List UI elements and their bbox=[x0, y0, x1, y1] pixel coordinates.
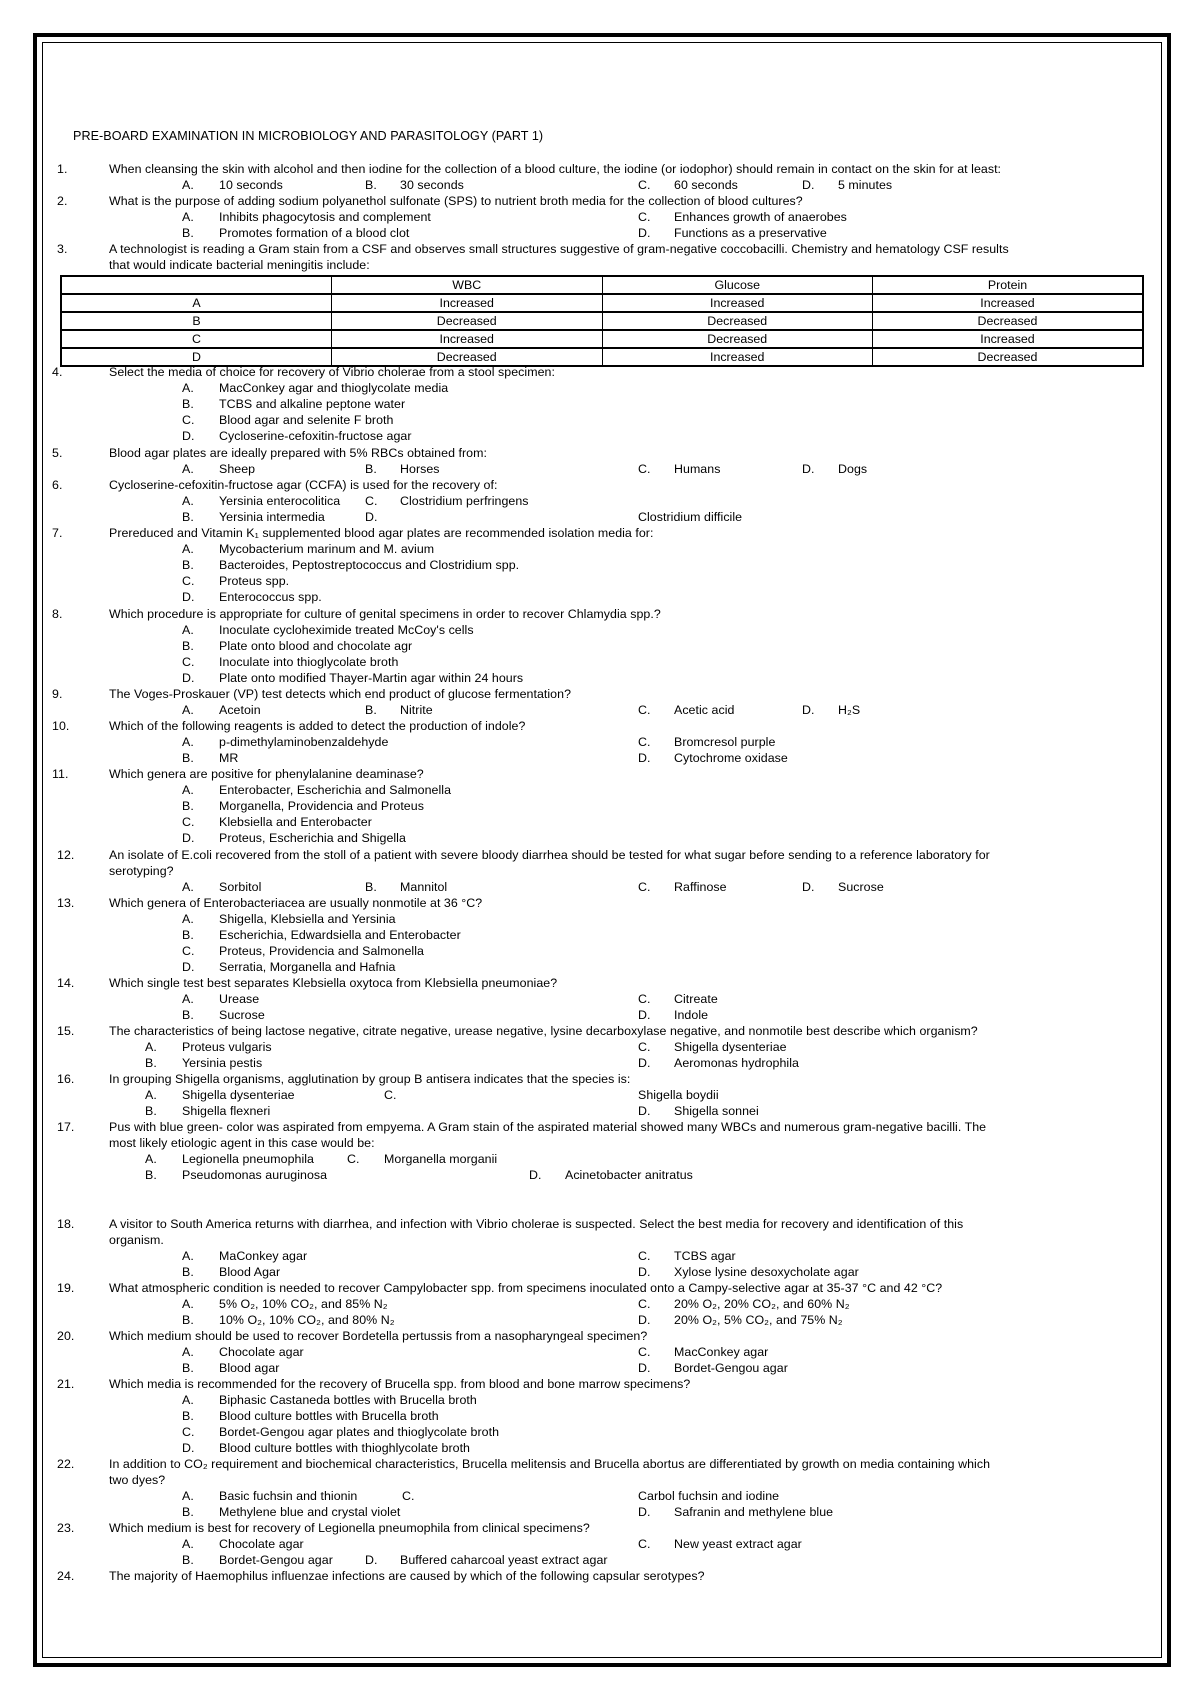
option-letter: C. bbox=[638, 210, 651, 224]
option-letter: B. bbox=[182, 558, 194, 572]
option-text: Blood culture bottles with Brucella broth bbox=[219, 1409, 439, 1423]
option-letter: D. bbox=[365, 510, 378, 524]
question-stem: Pus with blue green- color was aspirated from empyema. A Gram stain of the aspirated material showed many WBCs and numerous gram-negative bacilli. The bbox=[109, 1120, 987, 1134]
question-stem: When cleansing the skin with alcohol and then iodine for the collection of a blood culture, the iodine (or iodophor) should remain in contact on the skin for at least: bbox=[109, 162, 1002, 176]
option-letter: C. bbox=[182, 1425, 195, 1439]
option-text: Xylose lysine desoxycholate agar bbox=[674, 1265, 859, 1279]
option-letter: C. bbox=[182, 413, 195, 427]
question-number: 16. bbox=[57, 1072, 75, 1086]
option-letter: B. bbox=[182, 751, 194, 765]
option-letter: A. bbox=[182, 462, 194, 476]
question-number: 24. bbox=[57, 1569, 75, 1583]
option-text: 10 seconds bbox=[219, 178, 283, 192]
option-text: Enterobacter, Escherichia and Salmonella bbox=[219, 783, 452, 797]
table-cell: D bbox=[61, 348, 332, 366]
option-text: Bordet-Gengou agar plates and thioglycolate broth bbox=[219, 1425, 500, 1439]
table-row bbox=[61, 330, 1143, 348]
question-number: 6. bbox=[52, 478, 63, 492]
option-letter: C. bbox=[638, 1345, 651, 1359]
option-text: Bordet-Gengou agar bbox=[219, 1553, 333, 1567]
option-letter: C. bbox=[402, 1489, 415, 1503]
option-text: Yersinia enterocolitica bbox=[219, 494, 341, 508]
table-header-row bbox=[61, 276, 1143, 294]
option-letter: D. bbox=[182, 1441, 195, 1455]
question-stem-continued: that would indicate bacterial meningitis include: bbox=[109, 258, 370, 272]
question-stem: Which procedure is appropriate for culture of genital specimens in order to recover Chlamydia spp.? bbox=[109, 607, 661, 621]
option-text: Enterococcus spp. bbox=[219, 590, 322, 604]
option-letter: A. bbox=[145, 1040, 157, 1054]
table-cell: Increased bbox=[873, 330, 1144, 348]
option-letter: B. bbox=[182, 928, 194, 942]
option-text: Cycloserine-cefoxitin-fructose agar bbox=[219, 429, 412, 443]
option-text: Blood Agar bbox=[219, 1265, 281, 1279]
option-text: Biphasic Castaneda bottles with Brucella broth bbox=[219, 1393, 477, 1407]
question-stem: Which single test best separates Klebsiella oxytoca from Klebsiella pneumoniae? bbox=[109, 976, 558, 990]
option-text: Functions as a preservative bbox=[674, 226, 827, 240]
table-header-cell bbox=[61, 276, 332, 294]
option-text: Sucrose bbox=[219, 1008, 265, 1022]
question-number: 18. bbox=[57, 1217, 75, 1231]
option-letter: D. bbox=[802, 462, 815, 476]
option-letter: C. bbox=[638, 1537, 651, 1551]
question-stem: Which genera are positive for phenylalanine deaminase? bbox=[109, 767, 424, 781]
option-letter: A. bbox=[182, 735, 194, 749]
option-text: 5 minutes bbox=[838, 178, 893, 192]
option-text: Blood agar bbox=[219, 1361, 280, 1375]
option-text: H₂S bbox=[838, 703, 861, 717]
option-letter: B. bbox=[365, 880, 377, 894]
option-text: Enhances growth of anaerobes bbox=[674, 210, 847, 224]
option-letter: B. bbox=[182, 799, 194, 813]
question-number: 5. bbox=[52, 446, 63, 460]
option-letter: A. bbox=[182, 623, 194, 637]
question-number: 22. bbox=[57, 1457, 75, 1471]
option-letter: D. bbox=[638, 1313, 651, 1327]
option-text: Horses bbox=[400, 462, 440, 476]
option-letter: D. bbox=[182, 671, 195, 685]
question-number: 20. bbox=[57, 1329, 75, 1343]
option-text: Shigella dysenteriae bbox=[674, 1040, 787, 1054]
option-letter: C. bbox=[638, 1249, 651, 1263]
option-letter: B. bbox=[182, 1409, 194, 1423]
option-text: Dogs bbox=[838, 462, 868, 476]
option-letter: B. bbox=[182, 226, 194, 240]
option-letter: A. bbox=[182, 1537, 194, 1551]
option-letter: D. bbox=[182, 831, 195, 845]
option-text: Yersinia pestis bbox=[182, 1056, 263, 1070]
page-title: PRE-BOARD EXAMINATION IN MICROBIOLOGY AND PARASITOLOGY (PART 1) bbox=[73, 129, 544, 143]
question-stem: A visitor to South America returns with diarrhea, and infection with Vibrio cholerae is suspected. Select the best media for recovery and identification of this bbox=[109, 1217, 964, 1231]
option-text: Pseudomonas auruginosa bbox=[182, 1168, 328, 1182]
option-text: MacConkey agar bbox=[674, 1345, 769, 1359]
option-letter: C. bbox=[365, 494, 378, 508]
question-number: 11. bbox=[52, 767, 69, 781]
question-number: 10. bbox=[52, 719, 70, 733]
option-letter: A. bbox=[182, 1345, 194, 1359]
option-text: Proteus, Escherichia and Shigella bbox=[219, 831, 406, 845]
question-number: 9. bbox=[52, 687, 63, 701]
question-stem-continued: serotyping? bbox=[109, 864, 174, 878]
question-stem: Select the media of choice for recovery of Vibrio cholerae from a stool specimen: bbox=[109, 365, 555, 379]
option-text: Morganella, Providencia and Proteus bbox=[219, 799, 424, 813]
option-text: MR bbox=[219, 751, 239, 765]
table-cell: Decreased bbox=[873, 348, 1144, 366]
option-text: 10% O₂, 10% CO₂, and 80% N₂ bbox=[219, 1313, 395, 1327]
option-text: Proteus, Providencia and Salmonella bbox=[219, 944, 424, 958]
question-stem: What atmospheric condition is needed to recover Campylobacter spp. from specimens inoculated onto a Campy-selective agar at 35-37 °C and 42 °C? bbox=[109, 1281, 943, 1295]
option-text: 20% O₂, 20% CO₂, and 60% N₂ bbox=[674, 1297, 850, 1311]
option-text: Methylene blue and crystal violet bbox=[219, 1505, 401, 1519]
option-letter: B. bbox=[182, 1553, 194, 1567]
option-text: Humans bbox=[674, 462, 721, 476]
option-letter: D. bbox=[638, 1104, 651, 1118]
option-text: Shigella, Klebsiella and Yersinia bbox=[219, 912, 396, 926]
question-stem: Prereduced and Vitamin K₁ supplemented blood agar plates are recommended isolation media for: bbox=[109, 526, 654, 540]
option-text: Sheep bbox=[219, 462, 256, 476]
option-text: Buffered caharcoal yeast extract agar bbox=[400, 1553, 608, 1567]
option-letter: B. bbox=[182, 1361, 194, 1375]
option-letter: B. bbox=[365, 178, 377, 192]
option-text: Plate onto modified Thayer-Martin agar within 24 hours bbox=[219, 671, 524, 685]
option-letter: C. bbox=[638, 703, 651, 717]
option-text: Clostridium perfringens bbox=[400, 494, 529, 508]
option-letter: D. bbox=[529, 1168, 542, 1182]
option-text: p-dimethylaminobenzaldehyde bbox=[219, 735, 389, 749]
option-text: MaConkey agar bbox=[219, 1249, 308, 1263]
table-cell: Increased bbox=[332, 330, 603, 348]
option-letter: A. bbox=[182, 494, 194, 508]
option-text: Basic fuchsin and thionin bbox=[219, 1489, 358, 1503]
table-header-cell: Protein bbox=[873, 276, 1144, 294]
option-letter: A. bbox=[182, 1249, 194, 1263]
option-letter: C. bbox=[182, 944, 195, 958]
option-letter: C. bbox=[638, 462, 651, 476]
option-text: Bordet-Gengou agar bbox=[674, 1361, 788, 1375]
option-text: Urease bbox=[219, 992, 260, 1006]
option-text: TCBS agar bbox=[674, 1249, 736, 1263]
question-number: 17. bbox=[57, 1120, 75, 1134]
question-stem: In addition to CO₂ requirement and biochemical characteristics, Brucella melitensis and Brucella abortus are differentiated by growth on media containing which bbox=[109, 1457, 991, 1471]
option-letter: A. bbox=[182, 1393, 194, 1407]
option-text: Safranin and methylene blue bbox=[674, 1505, 834, 1519]
question-stem: Which medium is best for recovery of Legionella pneumophila from clinical specimens? bbox=[109, 1521, 590, 1535]
option-letter: B. bbox=[365, 462, 377, 476]
option-letter: D. bbox=[182, 429, 195, 443]
question-stem: Which genera of Enterobacteriacea are usually nonmotile at 36 °C? bbox=[109, 896, 483, 910]
option-text: Inoculate cycloheximide treated McCoy's cells bbox=[219, 623, 474, 637]
option-letter: D. bbox=[638, 1056, 651, 1070]
option-text: Blood agar and selenite F broth bbox=[219, 413, 394, 427]
question-stem: A technologist is reading a Gram stain from a CSF and observes small structures suggestive of gram-negative coccobacilli. Chemistry and hematology CSF results bbox=[109, 242, 1009, 256]
option-letter: A. bbox=[182, 210, 194, 224]
question-stem-continued: two dyes? bbox=[109, 1473, 166, 1487]
option-letter: D. bbox=[638, 751, 651, 765]
option-letter: B. bbox=[182, 639, 194, 653]
question-stem: The characteristics of being lactose negative, citrate negative, urease negative, lysine decarboxylase negative, and nonmotile best describe which organism? bbox=[109, 1024, 978, 1038]
question-stem: Cycloserine-cefoxitin-fructose agar (CCFA) is used for the recovery of: bbox=[109, 478, 498, 492]
option-letter: D. bbox=[638, 1265, 651, 1279]
option-letter: B. bbox=[182, 1265, 194, 1279]
option-letter: A. bbox=[182, 1489, 194, 1503]
option-text: MacConkey agar and thioglycolate media bbox=[219, 381, 449, 395]
option-letter: A. bbox=[182, 381, 194, 395]
option-letter: B. bbox=[145, 1168, 157, 1182]
option-text: New yeast extract agar bbox=[674, 1537, 802, 1551]
option-letter: A. bbox=[182, 783, 194, 797]
option-text: TCBS and alkaline peptone water bbox=[219, 397, 406, 411]
table-header-cell: Glucose bbox=[602, 276, 873, 294]
option-letter: D. bbox=[182, 960, 195, 974]
option-text: 30 seconds bbox=[400, 178, 464, 192]
option-text: Inhibits phagocytosis and complement bbox=[219, 210, 431, 224]
question-number: 4. bbox=[52, 365, 63, 379]
question-stem: The majority of Haemophilus influenzae infections are caused by which of the following capsular serotypes? bbox=[109, 1569, 705, 1583]
question-stem: The Voges-Proskauer (VP) test detects which end product of glucose fermentation? bbox=[109, 687, 572, 701]
option-text: Acinetobacter anitratus bbox=[565, 1168, 693, 1182]
option-text: Bromcresol purple bbox=[674, 735, 776, 749]
question-stem: In grouping Shigella organisms, agglutination by group B antisera indicates that the species is: bbox=[109, 1072, 631, 1086]
option-letter: D. bbox=[638, 226, 651, 240]
option-text: Serratia, Morganella and Hafnia bbox=[219, 960, 396, 974]
option-text: Mannitol bbox=[400, 880, 448, 894]
option-text: Carbol fuchsin and iodine bbox=[638, 1489, 780, 1503]
option-text: Plate onto blood and chocolate agr bbox=[219, 639, 413, 653]
question-number: 23. bbox=[57, 1521, 75, 1535]
option-text: Morganella morganii bbox=[384, 1152, 498, 1166]
option-text: Promotes formation of a blood clot bbox=[219, 226, 410, 240]
question-number: 19. bbox=[57, 1281, 75, 1295]
question-number: 21. bbox=[57, 1377, 75, 1391]
table-cell: Increased bbox=[332, 294, 603, 312]
table-cell: B bbox=[61, 312, 332, 330]
option-text: Bacteroides, Peptostreptococcus and Clostridium spp. bbox=[219, 558, 520, 572]
option-letter: C. bbox=[347, 1152, 360, 1166]
csf-results-table bbox=[60, 275, 1144, 367]
option-letter: B. bbox=[182, 397, 194, 411]
question-number: 7. bbox=[52, 526, 63, 540]
option-letter: A. bbox=[182, 992, 194, 1006]
table-cell: Increased bbox=[602, 294, 873, 312]
option-text: Sorbitol bbox=[219, 880, 262, 894]
table-cell: A bbox=[61, 294, 332, 312]
option-text: 20% O₂, 5% CO₂, and 75% N₂ bbox=[674, 1313, 843, 1327]
option-text: Nitrite bbox=[400, 703, 433, 717]
question-number: 3. bbox=[57, 242, 68, 256]
option-letter: A. bbox=[182, 880, 194, 894]
question-stem: An isolate of E.coli recovered from the stoll of a patient with severe bloody diarrhea should be tested for what sugar before sending to a reference laboratory for bbox=[109, 848, 990, 862]
question-stem: Which medium should be used to recover Bordetella pertussis from a nasopharyngeal specimen? bbox=[109, 1329, 648, 1343]
option-letter: A. bbox=[182, 1297, 194, 1311]
option-letter: C. bbox=[182, 574, 195, 588]
question-stem: Which media is recommended for the recovery of Brucella spp. from blood and bone marrow specimens? bbox=[109, 1377, 691, 1391]
table-cell: Decreased bbox=[602, 330, 873, 348]
option-letter: A. bbox=[182, 178, 194, 192]
option-text: Legionella pneumophila bbox=[182, 1152, 314, 1166]
option-letter: A. bbox=[145, 1088, 157, 1102]
question-number: 12. bbox=[57, 848, 75, 862]
option-letter: D. bbox=[638, 1505, 651, 1519]
option-text: Acetoin bbox=[219, 703, 261, 717]
option-letter: D. bbox=[802, 703, 815, 717]
option-text: Raffinose bbox=[674, 880, 727, 894]
table-cell: Increased bbox=[873, 294, 1144, 312]
option-letter: A. bbox=[182, 542, 194, 556]
question-stem: What is the purpose of adding sodium polyanethol sulfonate (SPS) to nutrient broth media for the collection of blood cultures? bbox=[109, 194, 803, 208]
question-number: 13. bbox=[57, 896, 75, 910]
option-letter: B. bbox=[145, 1056, 157, 1070]
question-stem-continued: most likely etiologic agent in this case would be: bbox=[109, 1136, 375, 1150]
option-text: 60 seconds bbox=[674, 178, 738, 192]
option-text: Shigella boydii bbox=[638, 1088, 719, 1102]
question-number: 2. bbox=[57, 194, 68, 208]
table-cell: Decreased bbox=[332, 312, 603, 330]
option-letter: B. bbox=[145, 1104, 157, 1118]
option-letter: B. bbox=[365, 703, 377, 717]
option-text: Clostridium difficile bbox=[638, 510, 743, 524]
option-text: Proteus vulgaris bbox=[182, 1040, 272, 1054]
option-letter: D. bbox=[182, 590, 195, 604]
option-letter: A. bbox=[182, 703, 194, 717]
option-text: Proteus spp. bbox=[219, 574, 290, 588]
option-letter: A. bbox=[182, 912, 194, 926]
option-letter: C. bbox=[638, 178, 651, 192]
option-letter: B. bbox=[182, 1505, 194, 1519]
option-letter: C. bbox=[638, 735, 651, 749]
question-stem-continued: organism. bbox=[109, 1233, 164, 1247]
option-text: Escherichia, Edwardsiella and Enterobacter bbox=[219, 928, 461, 942]
option-text: Chocolate agar bbox=[219, 1537, 304, 1551]
option-letter: C. bbox=[384, 1088, 397, 1102]
question-stem: Blood agar plates are ideally prepared with 5% RBCs obtained from: bbox=[109, 446, 487, 460]
table-cell: Decreased bbox=[873, 312, 1144, 330]
option-letter: C. bbox=[638, 1297, 651, 1311]
option-text: Shigella flexneri bbox=[182, 1104, 271, 1118]
option-letter: A. bbox=[145, 1152, 157, 1166]
option-text: Shigella dysenteriae bbox=[182, 1088, 295, 1102]
table-cell: Decreased bbox=[332, 348, 603, 366]
table-header-cell: WBC bbox=[332, 276, 603, 294]
option-text: Sucrose bbox=[838, 880, 884, 894]
option-letter: B. bbox=[182, 510, 194, 524]
option-text: Blood culture bottles with thioghlycolate broth bbox=[219, 1441, 470, 1455]
table-row bbox=[61, 294, 1143, 312]
option-text: Aeromonas hydrophila bbox=[674, 1056, 799, 1070]
option-letter: C. bbox=[638, 992, 651, 1006]
option-text: Citreate bbox=[674, 992, 718, 1006]
question-stem: Which of the following reagents is added to detect the production of indole? bbox=[109, 719, 526, 733]
option-letter: D. bbox=[802, 178, 815, 192]
option-letter: B. bbox=[182, 1008, 194, 1022]
table-row bbox=[61, 312, 1143, 330]
option-letter: D. bbox=[802, 880, 815, 894]
question-number: 14. bbox=[57, 976, 75, 990]
option-text: Yersinia intermedia bbox=[219, 510, 325, 524]
table-cell: Decreased bbox=[602, 312, 873, 330]
option-letter: C. bbox=[638, 880, 651, 894]
option-text: 5% O₂, 10% CO₂, and 85% N₂ bbox=[219, 1297, 388, 1311]
table-row bbox=[61, 348, 1143, 366]
option-text: Klebsiella and Enterobacter bbox=[219, 815, 372, 829]
option-text: Chocolate agar bbox=[219, 1345, 304, 1359]
option-letter: C. bbox=[182, 655, 195, 669]
question-number: 1. bbox=[57, 162, 68, 176]
option-text: Cytochrome oxidase bbox=[674, 751, 788, 765]
option-letter: D. bbox=[365, 1553, 378, 1567]
option-letter: C. bbox=[638, 1040, 651, 1054]
option-text: Inoculate into thioglycolate broth bbox=[219, 655, 399, 669]
option-text: Acetic acid bbox=[674, 703, 735, 717]
option-text: Mycobacterium marinum and M. avium bbox=[219, 542, 435, 556]
table-cell: C bbox=[61, 330, 332, 348]
option-letter: D. bbox=[638, 1361, 651, 1375]
option-letter: C. bbox=[182, 815, 195, 829]
option-text: Shigella sonnei bbox=[674, 1104, 759, 1118]
option-letter: B. bbox=[182, 1313, 194, 1327]
option-letter: D. bbox=[638, 1008, 651, 1022]
question-number: 15. bbox=[57, 1024, 75, 1038]
question-number: 8. bbox=[52, 607, 63, 621]
option-text: Indole bbox=[674, 1008, 709, 1022]
table-cell: Increased bbox=[602, 348, 873, 366]
